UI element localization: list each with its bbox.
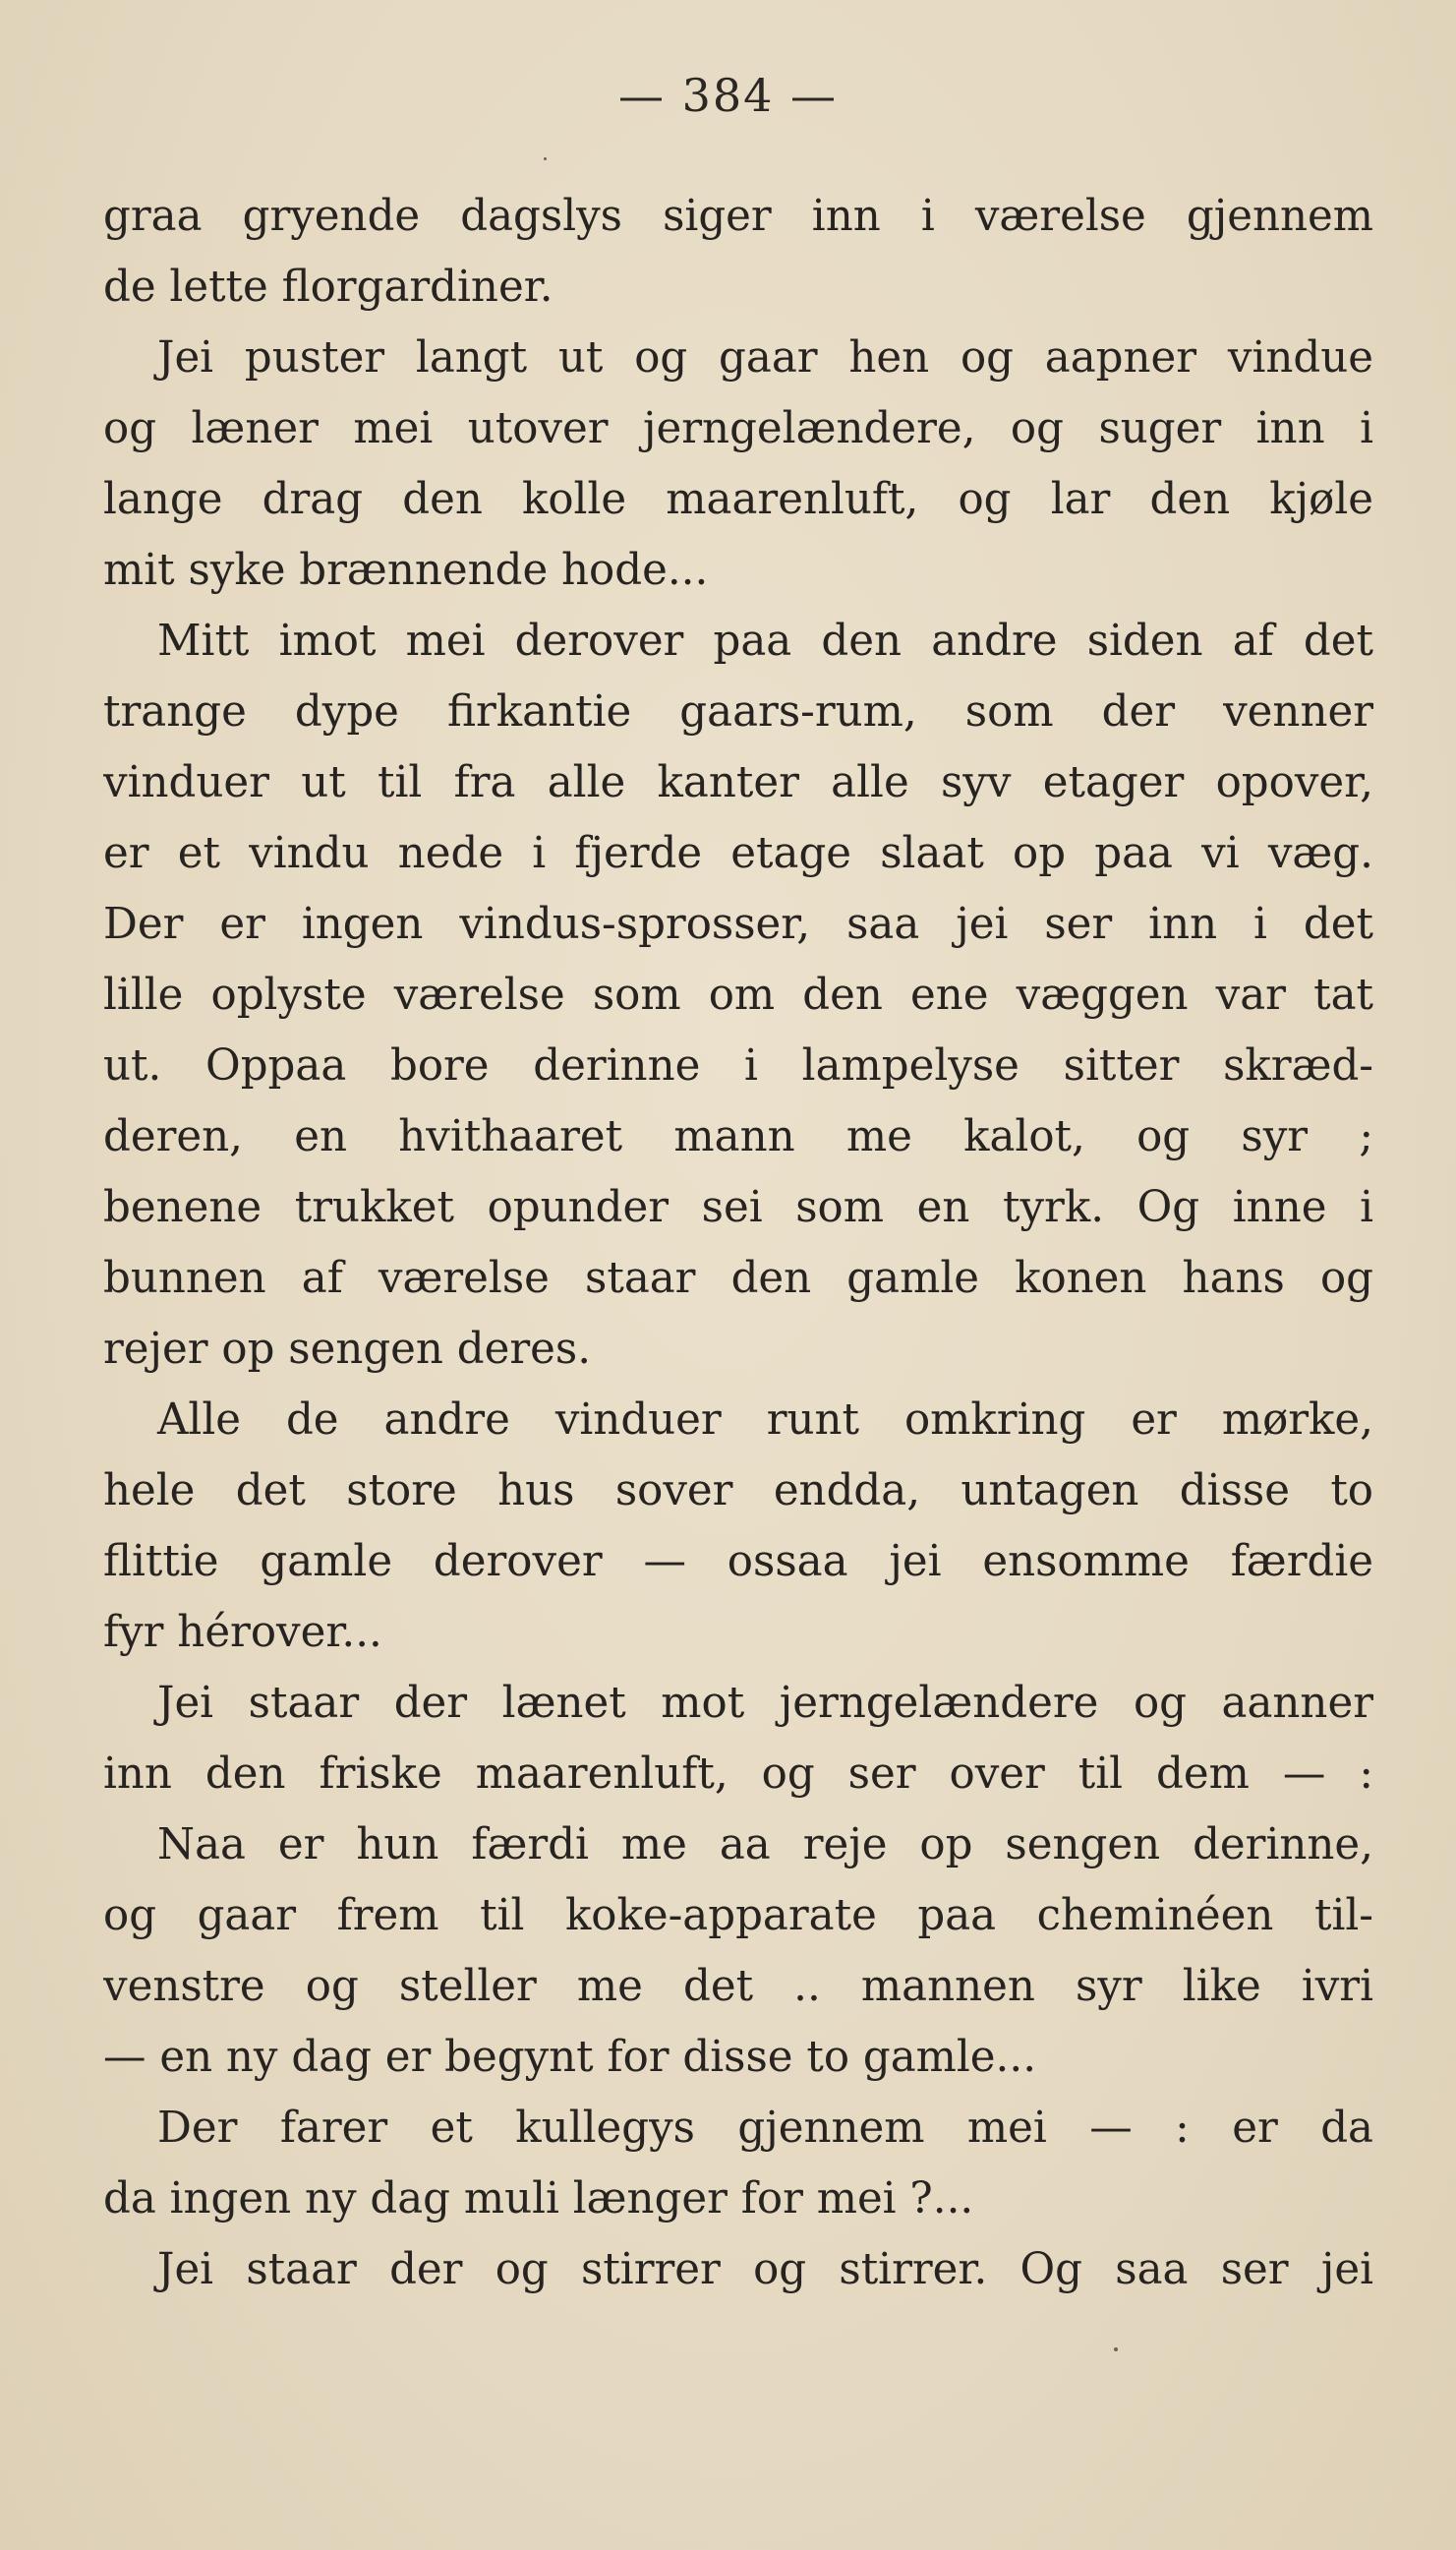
text-line: Jei staar der og stirrer og stirrer. Og saa ser jei — [157, 2245, 1373, 2294]
text-line: er et vindu nede i fjerde etage slaat op paa vi væg. — [103, 829, 1373, 878]
text-line: Der farer et kullegys gjennem mei — : er da — [157, 2104, 1373, 2153]
text-line: de lette florgardiner. — [103, 263, 553, 312]
text-line: Alle de andre vinduer runt omkring er mørke, — [157, 1395, 1373, 1445]
text-line: rejer op sengen deres. — [103, 1325, 592, 1374]
text-line: og gaar frem til koke-apparate paa cheminéen til- — [103, 1891, 1373, 1940]
text-line: Naa er hun færdi me aa reje op sengen derinne, — [157, 1820, 1373, 1869]
text-line: mit syke brænnende hode... — [103, 546, 709, 595]
text-line: Der er ingen vindus-sprosser, saa jei ser inn i det — [103, 900, 1373, 949]
paper-speck — [544, 157, 547, 160]
text-line: hele det store hus sover endda, untagen disse to — [103, 1466, 1373, 1515]
page-number: — 384 — — [617, 69, 839, 122]
text-line: bunnen af værelse staar den gamle konen hans og — [103, 1254, 1373, 1303]
text-line: Jei puster langt ut og gaar hen og aapner vindue — [157, 333, 1373, 383]
text-line: og læner mei utover jerngelændere, og suger inn i — [103, 404, 1373, 453]
text-line: trange dype firkantie gaars-rum, som der venner — [103, 687, 1373, 737]
text-line: deren, en hvithaaret mann me kalot, og syr ; — [103, 1112, 1373, 1161]
text-line: — en ny dag er begynt for disse to gamle... — [103, 2033, 1037, 2082]
text-line: lille oplyste værelse som om den ene væggen var tat — [103, 971, 1373, 1020]
text-line: flittie gamle derover — ossaa jei ensomme færdie — [103, 1537, 1373, 1586]
text-line: venstre og steller me det .. mannen syr like ivri — [103, 1962, 1373, 2011]
text-line: vinduer ut til fra alle kanter alle syv etager opover, — [103, 758, 1373, 807]
text-line: ut. Oppaa bore derinne i lampelyse sitter skræd- — [103, 1041, 1373, 1091]
text-line: fyr hérover... — [103, 1608, 382, 1657]
text-line: Mitt imot mei derover paa den andre siden af det — [157, 617, 1373, 666]
text-line: da ingen ny dag muli længer for mei ?... — [103, 2174, 974, 2224]
text-line: Jei staar der lænet mot jerngelændere og aanner — [157, 1679, 1373, 1728]
text-line: lange drag den kolle maarenluft, og lar den kjøle — [103, 475, 1373, 524]
text-line: inn den friske maarenluft, og ser over til dem — : — [103, 1749, 1373, 1799]
text-line: benene trukket opunder sei som en tyrk. Og inne i — [103, 1183, 1373, 1232]
text-line: graa gryende dagslys siger inn i værelse gjennem — [103, 192, 1373, 241]
paper-speck — [1114, 2347, 1118, 2351]
body-text — [103, 181, 1373, 2305]
